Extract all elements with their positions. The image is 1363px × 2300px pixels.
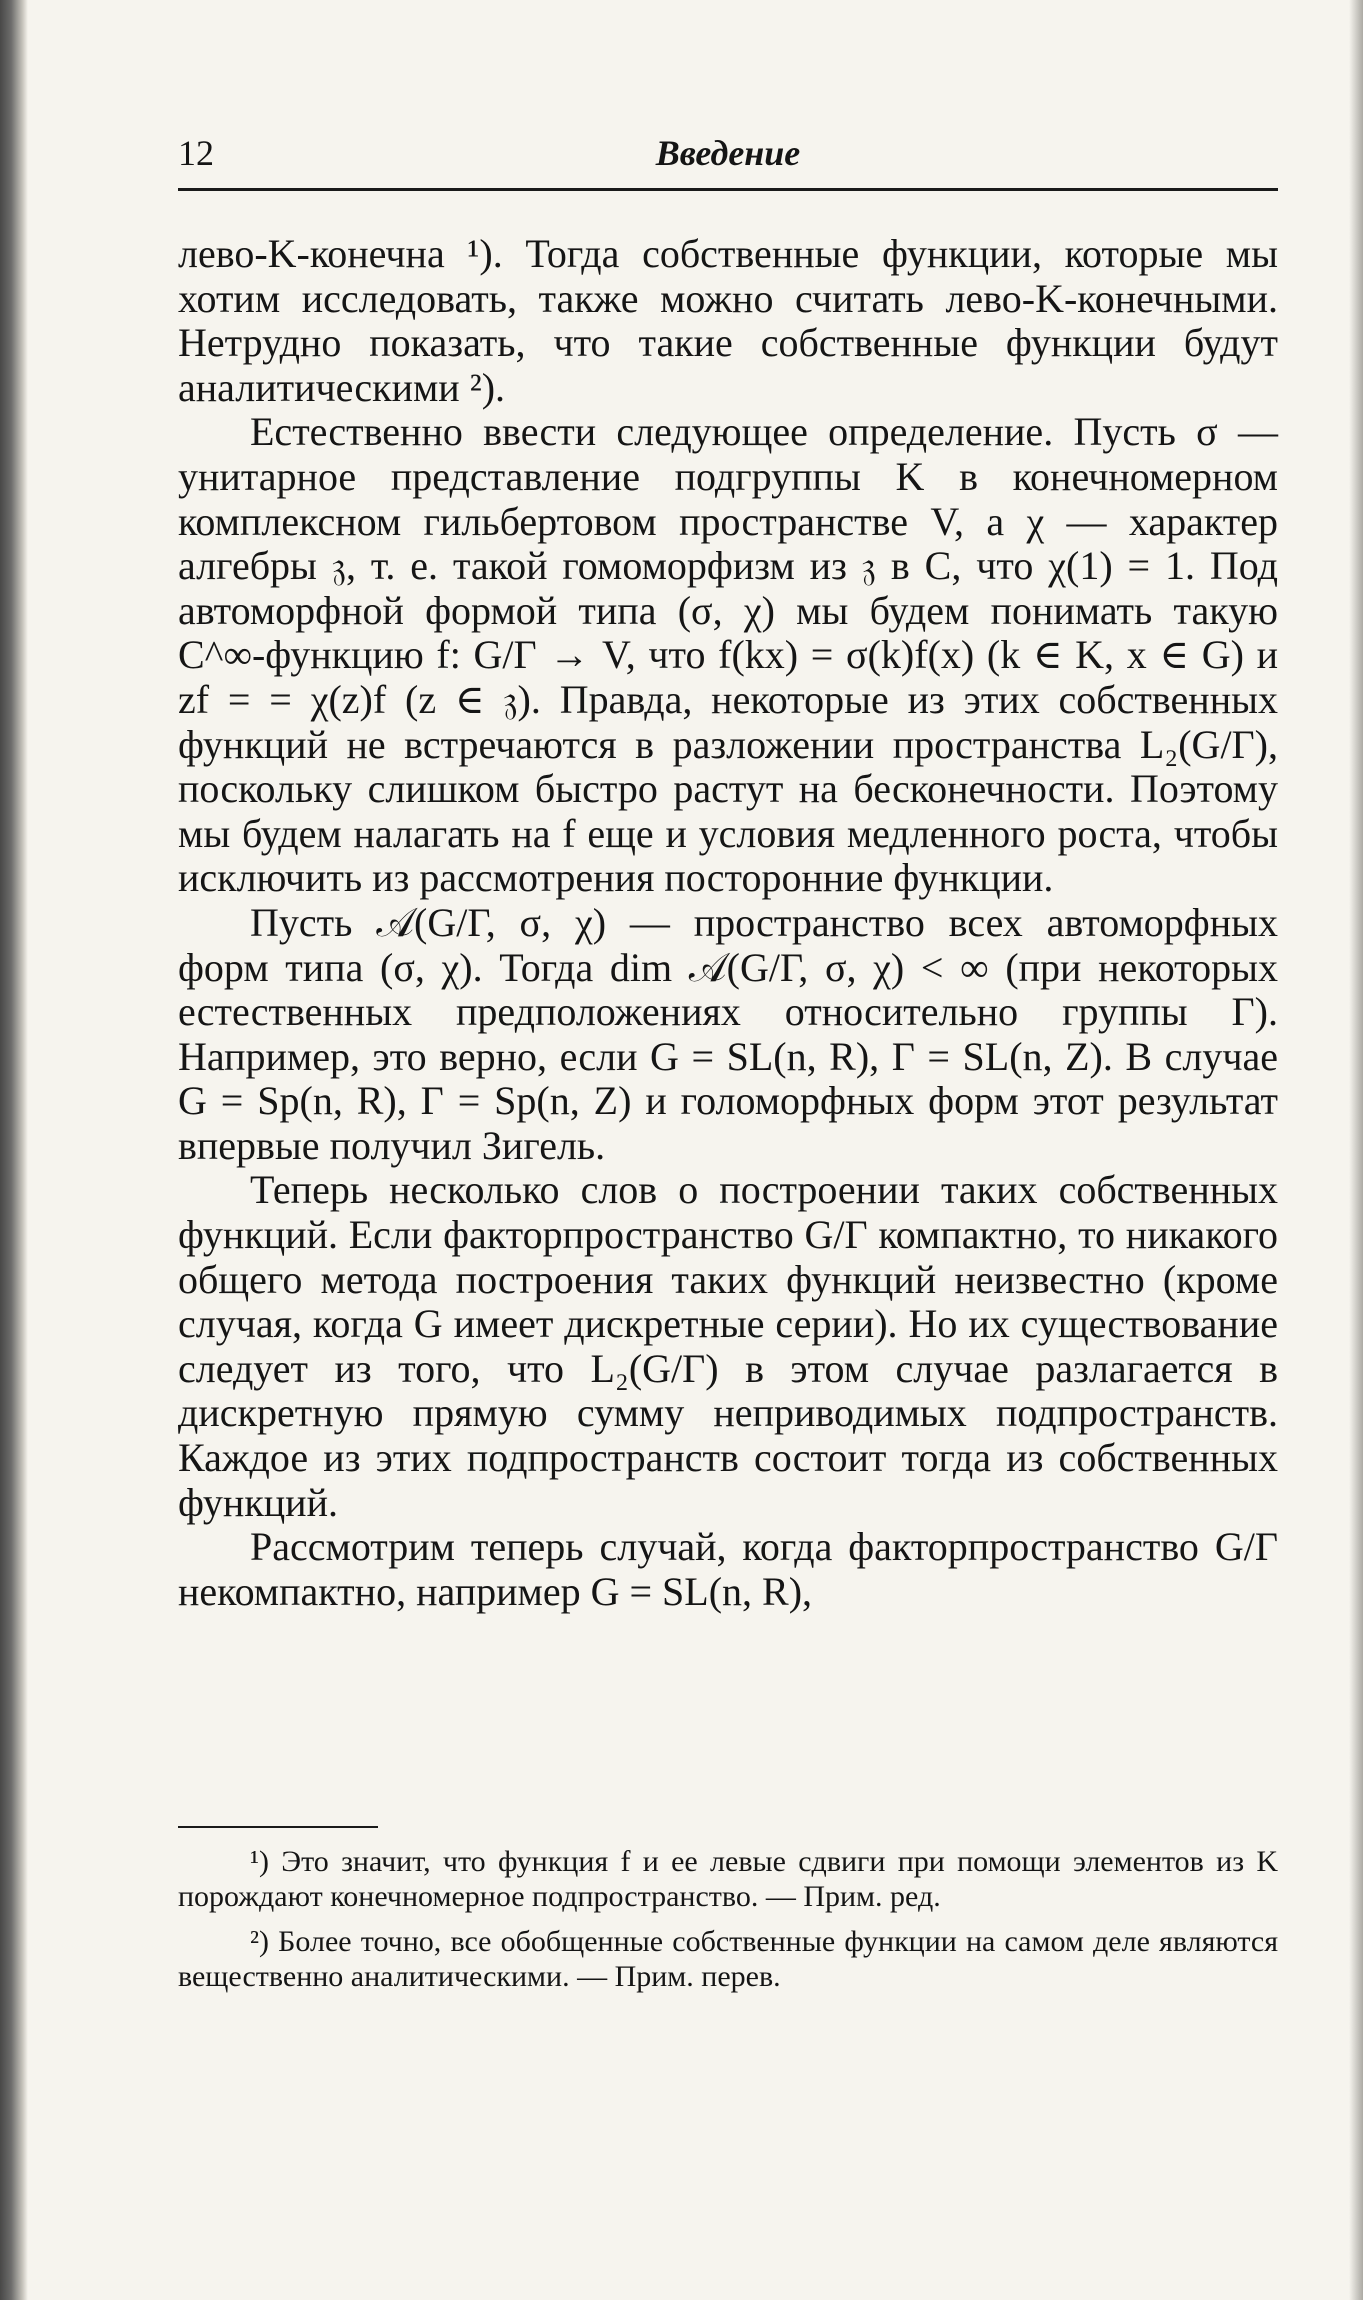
running-title: Введение (655, 133, 801, 173)
paragraph-1: лево-K-конечна ¹). Тогда собственные функции, которые мы хотим исследовать, также можно считать лево-K-конечными. Нетрудно показать, что такие собственные функции будут аналитическими ²). (178, 231, 1278, 410)
main-text (178, 232, 1278, 1614)
paragraph-5: Рассмотрим теперь случай, когда факторпространство G/Γ некомпактно, например G = SL(n, R), (178, 1524, 1278, 1614)
footnote-divider (178, 1826, 378, 1828)
footnote-2: ²) Более точно, все обобщенные собственные функции на самом деле являются вещественно аналитическими. — Прим. перев. (178, 1925, 1278, 1993)
page-binding-shadow (0, 0, 28, 2300)
paragraph-3: Пусть 𝒜(G/Γ, σ, χ) — пространство всех автоморфных форм типа (σ, χ). Тогда dim 𝒜(G/Γ, σ, χ) < ∞ (при некоторых естественных предположениях относительно группы Γ). Например, это верно, если G = SL(n, R), Γ = SL(n, Z). В случае G = Sp(n, R), Γ = Sp(n, Z) и голоморфных форм этот результат впервые получил Зигель. (178, 899, 1278, 1168)
paragraph-2: Естественно ввести следующее определение. Пусть σ — унитарное представление подгруппы K в конечномерном комплексном гильбертовом пространстве V, а χ — характер алгебры 𝔷, т. е. такой гомоморфизм из 𝔷 в C, что χ(1) = 1. Под автоморфной формой типа (σ, χ) мы будем понимать такую C^∞-функцию f: G/Γ → V, что f(kx) = σ(k)f(x) (k ∈ K, x ∈ G) и zf = = χ(z)f (z ∈ 𝔷). Правда, некоторые из этих собственных функций не встречаются в разложении пространства L₂(G/Γ), поскольку слишком быстро растут на бесконечности. Поэтому мы будем налагать на f еще и условия медленного роста, чтобы исключить из рассмотрения посторонние функции. (178, 409, 1278, 901)
footnotes (178, 1844, 1278, 1994)
paragraph-4: Теперь несколько слов о построении таких собственных функций. Если факторпространство G/Γ компактно, то никакого общего метода построения таких функций неизвестно (кроме случая, когда G имеет дискретные серии). Но их существование следует из того, что L₂(G/Γ) в этом случае разлагается в дискретную прямую сумму неприводимых подпространств. Каждое из этих подпространств состоит тогда из собственных функций. (178, 1167, 1278, 1525)
page-edge-shadow (1349, 0, 1363, 2300)
page-header (178, 128, 1278, 191)
footnote-1: ¹) Это значит, что функция f и ее левые сдвиги при помощи элементов из K порождают конечномерное подпространство. — Прим. ред. (178, 1845, 1278, 1913)
page-number: 12 (178, 133, 214, 173)
